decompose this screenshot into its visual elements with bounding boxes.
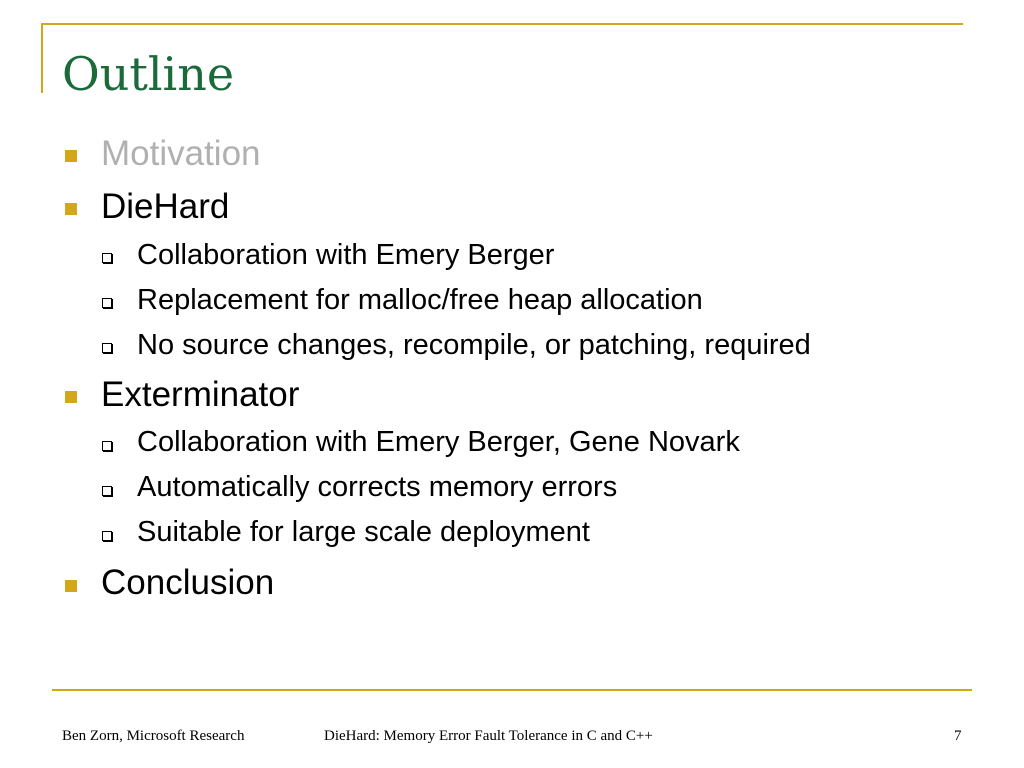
footer-talk-title: DieHard: Memory Error Fault Tolerance in C and C++ <box>324 728 653 744</box>
sub-bullet: Replacement for malloc/free heap allocation <box>137 284 703 316</box>
bullet-diehard: DieHard <box>101 187 230 226</box>
square-bullet-icon <box>65 150 77 162</box>
square-bullet-icon <box>65 391 77 403</box>
footer-rule <box>52 689 972 691</box>
page-number: 7 <box>954 728 962 744</box>
square-bullet-icon <box>65 203 77 215</box>
hollow-square-bullet-icon <box>102 486 112 496</box>
slide-title: Outline <box>62 47 235 101</box>
bullet-conclusion: Conclusion <box>101 563 275 602</box>
hollow-square-bullet-icon <box>102 441 112 451</box>
sub-bullet: No source changes, recompile, or patching, required <box>137 329 811 361</box>
sub-bullet: Collaboration with Emery Berger <box>137 239 555 271</box>
sub-bullet: Collaboration with Emery Berger, Gene Novark <box>137 426 740 458</box>
hollow-square-bullet-icon <box>102 531 112 541</box>
sub-bullet: Automatically corrects memory errors <box>137 471 618 503</box>
hollow-square-bullet-icon <box>102 253 112 263</box>
square-bullet-icon <box>65 580 77 592</box>
hollow-square-bullet-icon <box>102 298 112 308</box>
sub-bullet: Suitable for large scale deployment <box>137 516 590 548</box>
bullet-motivation: Motivation <box>101 134 261 173</box>
bullet-exterminator: Exterminator <box>101 375 300 414</box>
hollow-square-bullet-icon <box>102 343 112 353</box>
footer-author: Ben Zorn, Microsoft Research <box>62 728 245 744</box>
